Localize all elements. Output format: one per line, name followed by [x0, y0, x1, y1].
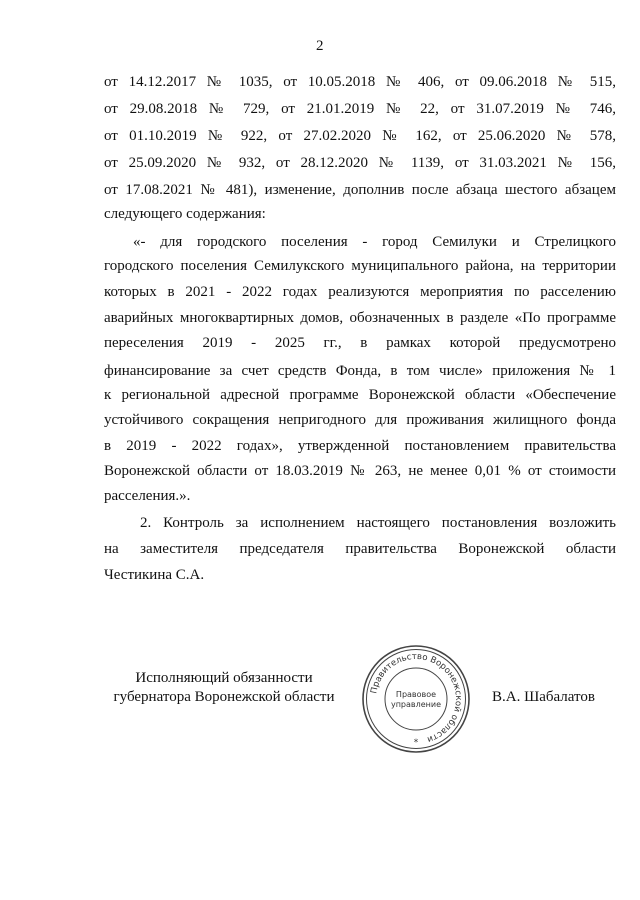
signatory-title-line1: Исполняющий обязанности	[135, 670, 313, 686]
page-number: 2	[316, 38, 324, 54]
body-line: следующего содержания:	[104, 206, 266, 222]
quote-line: Воронежской области от 18.03.2019 № 263, не менее 0,01 % от стоимости	[104, 463, 616, 479]
quote-line: к региональной адресной программе Воронежской области «Обеспечение	[104, 387, 616, 403]
signatory-name: В.А. Шабалатов	[492, 689, 595, 705]
quote-line: расселения.».	[104, 488, 191, 504]
signatory-title-line2: губернатора Воронежской области	[113, 689, 335, 705]
stamp-star: *	[413, 738, 419, 748]
quote-line: финансирование за счет средств Фонда, в том числе» приложения № 1	[104, 363, 616, 379]
body-line: от 14.12.2017 № 1035, от 10.05.2018 № 406, от 09.06.2018 № 515,	[104, 74, 616, 90]
body-line: от 25.09.2020 № 932, от 28.12.2020 № 1139, от 31.03.2021 № 156,	[104, 155, 616, 171]
official-stamp	[360, 643, 472, 755]
body-line: от 01.10.2019 № 922, от 27.02.2020 № 162, от 25.06.2020 № 578,	[104, 128, 616, 144]
quote-line: аварийных многоквартирных домов, обозначенных в разделе «По программе	[104, 310, 616, 326]
quote-line: которых в 2021 - 2022 годах реализуются мероприятия по расселению	[104, 284, 616, 300]
quote-line: в 2019 - 2022 годах», утвержденной постановлением правительства	[104, 438, 616, 454]
quote-line: «- для городского поселения - город Семилуки и Стрелицкого	[133, 234, 616, 250]
body-line: на заместителя председателя правительства Воронежской области	[104, 541, 616, 557]
body-line: от 17.08.2021 № 481), изменение, дополнив после абзаца шестого абзацем	[104, 182, 616, 198]
quote-line: устойчивого сокращения непригодного для проживания жилищного фонда	[104, 412, 616, 428]
stamp-center-line2: управление	[390, 700, 442, 709]
body-line: от 29.08.2018 № 729, от 21.01.2019 № 22, от 31.07.2019 № 746,	[104, 101, 616, 117]
body-line: Честикина С.А.	[104, 567, 205, 583]
quote-line: переселения 2019 - 2025 гг., в рамках которой предусмотрено	[104, 335, 616, 351]
stamp-center-line1: Правовое	[395, 690, 437, 699]
body-line: 2. Контроль за исполнением настоящего постановления возложить	[140, 515, 616, 531]
stamp-ring-text: Правительство Воронежской области	[369, 651, 464, 745]
quote-line: городского поселения Семилукского муниципального района, на территории	[104, 258, 616, 274]
